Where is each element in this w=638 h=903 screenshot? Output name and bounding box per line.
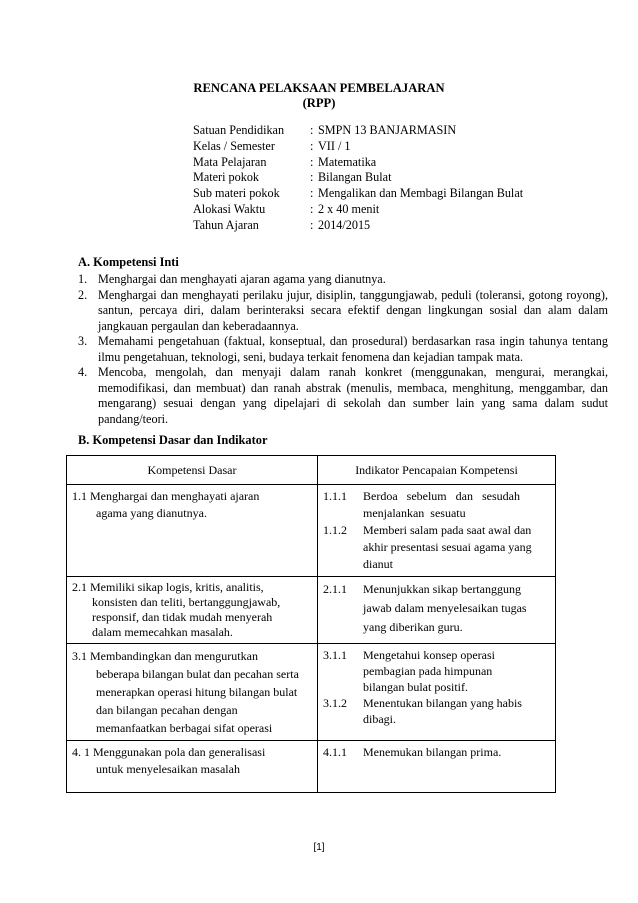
kd-line: 3.1 Membandingkan dan mengurutkan — [72, 649, 258, 663]
indicator-cell — [318, 741, 556, 793]
meta-value: Bilangan Bulat — [318, 170, 392, 185]
indicator-line: bilangan bulat positif. — [363, 680, 468, 694]
indicator-cell — [318, 577, 556, 644]
indicator-line: Menentukan bilangan yang habis — [363, 696, 522, 710]
item-text: Memahami pengetahuan (faktual, konseptual, dan prosedural) berdasarkan rasa ingin tahunya tentang ilmu pengetahuan, teknologi, seni, budaya terkait fenomena dan kejadian tampak mata. — [98, 334, 608, 364]
meta-label: Kelas / Semester — [193, 138, 275, 153]
meta-label: Materi pokok — [193, 170, 260, 185]
item-number: 2. — [78, 287, 88, 302]
meta-value: Mengalikan dan Membagi Bilangan Bulat — [318, 186, 524, 201]
indicator-code: 4.1.1 — [323, 745, 347, 759]
item-text: Mencoba, mengolah, dan menyaji dalam ranah konkret (menggunakan, mengurai, merangkai, memodifikasi, dan membuat) dan ranah abstrak (menulis, membaca, menghitung, menggambar, dan mengarang) sesuai dengan yang dipelajari di sekolah dan sumber lain yang sama dalam sudut pandang/teori. — [98, 365, 608, 426]
indicator-code: 3.1.1 — [323, 648, 347, 662]
indicator-code: 3.1.2 — [323, 696, 347, 710]
kd-line: memanfaatkan berbagai sifat operasi — [96, 721, 273, 735]
column-header: Kompetensi Dasar — [67, 456, 318, 485]
meta-row: Alokasi Waktu : 2 x 40 menit — [193, 201, 380, 216]
item-text: Menghargai dan menghayati ajaran agama yang dianutnya. — [98, 272, 386, 286]
table-header-row — [67, 456, 556, 485]
item-number: 1. — [78, 272, 88, 286]
kd-line: 1.1 Menghargai dan menghayati ajaran — [72, 489, 260, 503]
kd-line: dalam memecahkan masalah. — [92, 625, 233, 639]
document-title: RENCANA PELAKSAAN PEMBELAJARAN — [193, 81, 445, 95]
kd-line: 2.1 Memiliki sikap logis, kritis, analitis, — [72, 580, 264, 594]
kompetensi-table — [66, 455, 556, 793]
kd-line: 4. 1 Menggunakan pola dan generalisasi — [72, 745, 266, 759]
list-item — [78, 334, 608, 365]
section-a-heading: A. Kompetensi Inti — [78, 255, 179, 269]
meta-row: Mata Pelajaran : Matematika — [193, 154, 377, 169]
meta-value: SMPN 13 BANJARMASIN — [318, 123, 457, 137]
meta-label: Alokasi Waktu — [193, 201, 266, 216]
column-header: Indikator Pencapaian Kompetensi — [318, 456, 556, 485]
meta-value: Matematika — [318, 154, 377, 169]
item-number: 3. — [78, 334, 88, 348]
indicator-line: Mengetahui konsep operasi — [363, 648, 495, 662]
meta-row: Tahun Ajaran : 2014/2015 — [193, 217, 371, 232]
meta-label: Sub materi pokok — [193, 186, 280, 201]
table-row — [67, 577, 556, 644]
indicator-line: Memberi salam pada saat awal dan — [363, 523, 532, 537]
indicator-line: jawab dalam menyelesaikan tugas — [363, 601, 527, 615]
indicator-line: yang diberikan guru. — [363, 620, 463, 634]
indicator-cell — [318, 485, 556, 577]
meta-label: Tahun Ajaran — [193, 217, 259, 232]
indicator-line: Menunjukkan sikap bertanggung — [363, 582, 521, 596]
item-text: Menghargai dan menghayati perilaku jujur, disiplin, tanggungjawab, peduli (toleransi, gotong royong), santun, percaya diri, dalam berinteraksi secara efektif dengan lingkungan sosial dan alam dalam jangkauan pergaulan dan keberadaannya. — [98, 287, 608, 333]
kd-cell — [67, 485, 318, 577]
kd-line: responsif, dan tidak mudah menyerah — [92, 610, 273, 624]
page-number: [1] — [313, 842, 325, 853]
meta-label: Mata Pelajaran — [193, 154, 267, 169]
item-number: 4. — [78, 365, 88, 379]
list-item — [78, 272, 608, 288]
indicator-code: 1.1.2 — [323, 523, 347, 537]
indicator-line: dibagi. — [363, 712, 396, 726]
meta-value: 2014/2015 — [318, 217, 371, 232]
kd-line: untuk menyelesaikan masalah — [96, 762, 240, 776]
indicator-line: menjalankan sesuatu — [363, 506, 466, 520]
kd-line: dan bilangan pecahan dengan — [96, 703, 238, 717]
table-row — [67, 741, 556, 793]
indicator-line: Berdoa sebelum dan sesudah — [363, 489, 520, 503]
kd-cell — [67, 577, 318, 644]
kd-line: menerapkan operasi hitung bilangan bulat — [96, 685, 298, 699]
kd-line: agama yang dianutnya. — [96, 506, 207, 520]
document-subtitle: (RPP) — [302, 96, 336, 110]
indicator-line: pembagian pada himpunan — [363, 664, 493, 678]
indicator-line: akhir presentasi sesuai agama yang — [363, 540, 532, 554]
meta-label: Satuan Pendidikan — [193, 123, 285, 137]
meta-value: 2 x 40 menit — [318, 201, 380, 216]
table-row — [67, 485, 556, 577]
section-b-heading: B. Kompetensi Dasar dan Indikator — [78, 433, 268, 447]
list-item — [78, 365, 608, 427]
indicator-code: 1.1.1 — [323, 489, 347, 503]
meta-value: VII / 1 — [318, 138, 351, 153]
indicator-cell — [318, 644, 556, 741]
kd-line: konsisten dan teliti, bertanggungjawab, — [92, 595, 281, 609]
identity-table — [193, 123, 593, 234]
kd-cell — [67, 644, 318, 741]
table-row — [67, 644, 556, 741]
kd-line: beberapa bilangan bulat dan pecahan serta — [96, 667, 299, 681]
kd-cell — [67, 741, 318, 793]
indicator-code: 2.1.1 — [323, 582, 347, 596]
kompetensi-inti-list — [78, 272, 608, 427]
indicator-line: dianut — [363, 557, 393, 571]
meta-row: Satuan Pendidikan : SMPN 13 BANJARMASIN — [193, 123, 457, 137]
list-item — [78, 288, 608, 335]
meta-row: Materi pokok : Bilangan Bulat — [193, 170, 392, 185]
indicator-line: Menemukan bilangan prima. — [363, 745, 502, 759]
meta-row: Sub materi pokok : Mengalikan dan Membagi Bilangan Bulat — [193, 186, 524, 201]
meta-row: Kelas / Semester : VII / 1 — [193, 138, 351, 153]
